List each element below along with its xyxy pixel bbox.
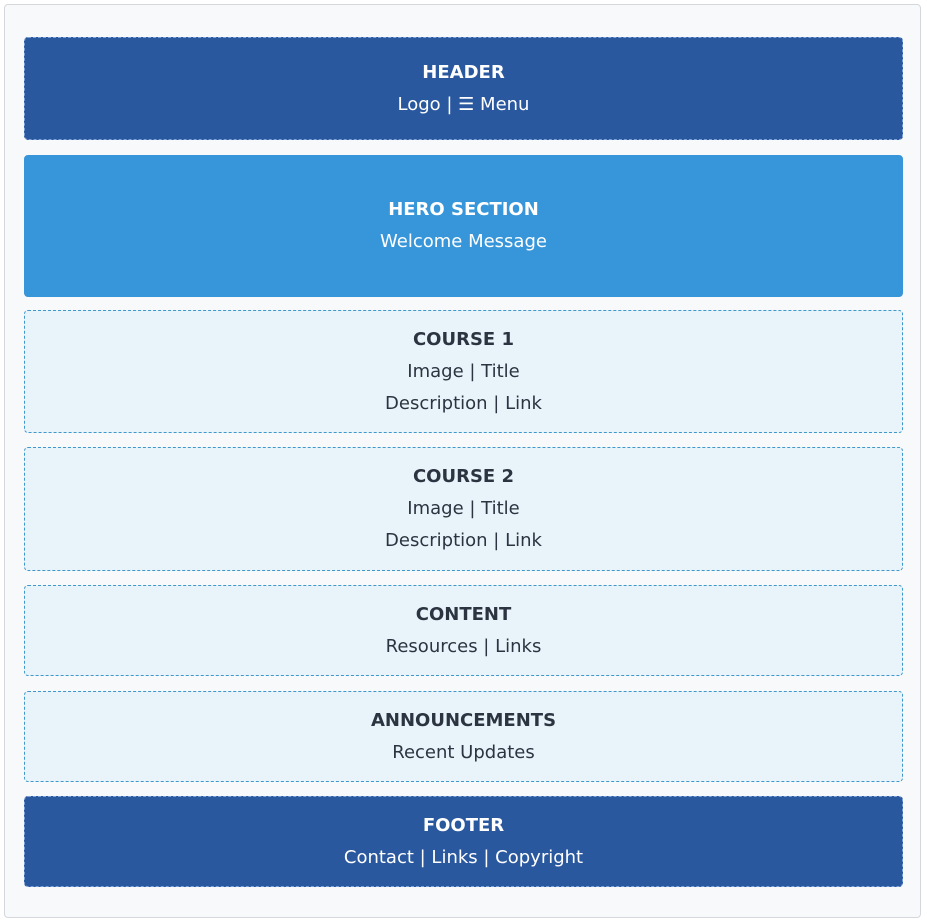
- course-1-title: COURSE 1: [412, 328, 515, 350]
- course-2-title: COURSE 2: [412, 466, 515, 487]
- announcements-block: [24, 691, 903, 782]
- content-title: CONTENT: [415, 603, 512, 625]
- announcements-contents: Recent Updates: [392, 741, 535, 763]
- footer-contents: Contact | Links | Copyright: [343, 846, 584, 868]
- course-1-block: [24, 310, 903, 433]
- hero-title: HERO SECTION: [388, 199, 539, 220]
- header-title: HEADER: [422, 61, 505, 83]
- course-2-block: [24, 447, 903, 571]
- hero-contents: Welcome Message: [380, 231, 547, 252]
- course-1-line-1: Image | Title: [407, 360, 520, 382]
- course-2-line-2: Description | Link: [385, 530, 542, 551]
- footer-title: FOOTER: [422, 814, 505, 836]
- hero-section-block: [24, 155, 903, 297]
- course-2-line-1: Image | Title: [407, 498, 520, 519]
- course-1-line-2: Description | Link: [385, 392, 542, 414]
- footer-block: [24, 796, 903, 887]
- header-block: [24, 37, 903, 140]
- announcements-title: ANNOUNCEMENTS: [370, 709, 557, 731]
- content-block: [24, 585, 903, 676]
- content-contents: Resources | Links: [385, 635, 542, 657]
- header-contents: Logo | ☰ Menu: [397, 93, 530, 115]
